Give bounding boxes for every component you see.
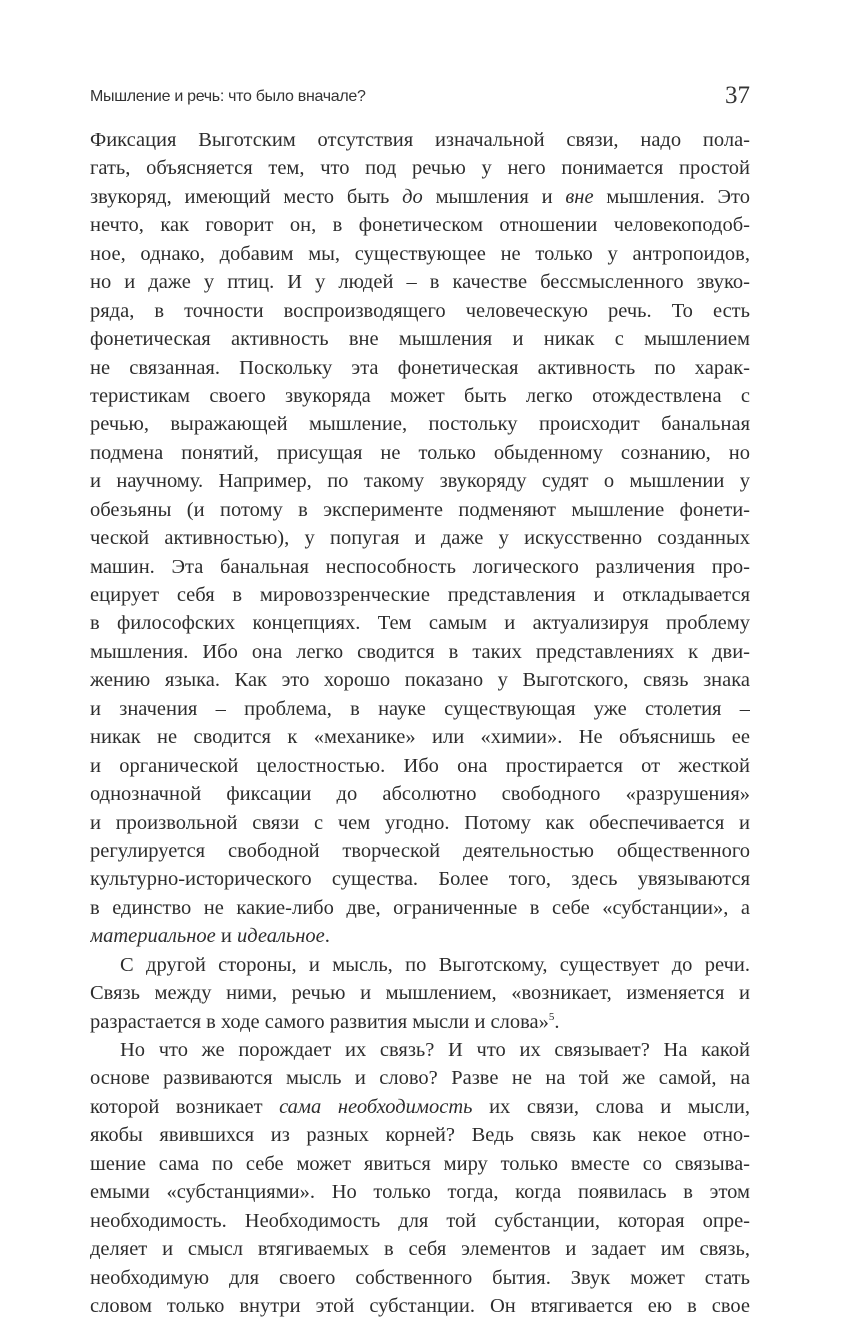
text-segment: необходимую для своего собственного бытия. Звук может стать <box>90 1266 750 1289</box>
text-segment: . <box>324 925 330 948</box>
text-line <box>90 723 750 751</box>
italic-text: материальное <box>90 925 216 948</box>
text-segment: в единство не какие-либо две, ограниченные в себе «субстанции», а <box>90 896 750 919</box>
text-segment: якобы явившихся из разных корней? Ведь связь как некое отно- <box>90 1124 750 1147</box>
text-segment: однозначной фиксации до абсолютно свободного «разрушения» <box>90 783 750 806</box>
text-line <box>90 325 750 353</box>
text-segment: необходимость. Необходимость для той субстанции, которая опре- <box>90 1209 750 1232</box>
text-line <box>90 240 750 268</box>
text-line <box>90 211 750 239</box>
text-segment: . <box>554 1010 560 1033</box>
text-line <box>90 1093 750 1121</box>
text-line <box>90 1178 750 1206</box>
text-line <box>90 1207 750 1235</box>
text-line <box>90 638 750 666</box>
text-segment: основе развиваются мысль и слово? Разве не на той же самой, на <box>90 1067 750 1090</box>
text-segment: и органической целостностью. Ибо она простирается от жесткой <box>90 754 750 777</box>
text-segment: мышления и <box>422 185 566 208</box>
text-segment: машин. Эта банальная неспособность логического различения про- <box>90 555 750 578</box>
text-line <box>90 183 750 211</box>
text-line <box>90 496 750 524</box>
text-line <box>90 553 750 581</box>
text-segment: жению языка. Как это хорошо показано у Выготского, связь знака <box>90 669 750 692</box>
text-segment: разрастается в ходе самого развития мысли и слова» <box>90 1010 549 1033</box>
text-segment: мышления. Ибо она легко сводится в таких представлениях к дви- <box>90 640 750 663</box>
text-segment: емыми «субстанциями». Но только тогда, когда появилась в этом <box>90 1181 750 1204</box>
text-segment: гать, объясняется тем, что под речью у него понимается простой <box>90 157 750 180</box>
text-segment: звукоряд, имеющий место быть <box>90 185 403 208</box>
text-line <box>90 1292 750 1320</box>
text-segment: обезьяны (и потому в эксперименте подменяют мышление фонети- <box>90 498 750 521</box>
text-segment: мышления. Это <box>593 185 750 208</box>
text-line <box>90 524 750 552</box>
text-line <box>90 581 750 609</box>
text-segment: теристикам своего звукоряда может быть легко отождествлена с <box>90 384 750 407</box>
running-header <box>90 82 750 110</box>
text-segment: но и даже у птиц. И у людей – в качестве бессмысленного звуко- <box>90 271 750 294</box>
text-segment: Но что же порождает их связь? И что их связывает? На какой <box>120 1039 750 1061</box>
text-segment: деляет и смысл втягиваемых в себя элементов и задает им связь, <box>90 1238 750 1261</box>
text-line <box>90 666 750 694</box>
text-segment: фонетическая активность вне мышления и никак с мышлением <box>90 328 750 351</box>
body-text <box>90 126 750 1320</box>
text-segment: Связь между ними, речью и мышлением, «возникает, изменяется и <box>90 982 750 1005</box>
text-line <box>90 268 750 296</box>
italic-text: идеальное <box>237 925 325 948</box>
text-line <box>90 297 750 325</box>
footnote-ref: 5 <box>548 1010 555 1023</box>
text-line <box>90 382 750 410</box>
text-segment: их связи, слова и мысли, <box>472 1095 750 1118</box>
text-segment: и научному. Например, по такому звукоряду судят о мышлении у <box>90 470 750 493</box>
text-line <box>90 1235 750 1263</box>
text-line <box>90 780 750 808</box>
text-line <box>90 865 750 893</box>
text-line <box>90 126 750 154</box>
text-line <box>90 695 750 723</box>
text-line <box>90 979 750 1007</box>
page-number: 37 <box>725 82 750 109</box>
text-segment: речью, выражающей мышление, постольку происходит банальная <box>90 413 750 436</box>
text-line <box>90 1150 750 1178</box>
text-segment: шение сама по себе может явиться миру только вместе со связыва- <box>90 1152 750 1175</box>
italic-text: вне <box>565 185 594 208</box>
text-line <box>90 154 750 182</box>
text-line <box>90 1064 750 1092</box>
text-segment: и произвольной связи с чем угодно. Потому как обеспечивается и <box>90 811 750 834</box>
text-segment: словом только внутри этой субстанции. Он втягивается ею в свое <box>90 1294 750 1317</box>
text-line <box>90 354 750 382</box>
text-segment: ное, однако, добавим мы, существующее не только у антропоидов, <box>90 242 750 265</box>
text-segment: регулируется свободной творческой деятельностью общественного <box>90 839 750 862</box>
text-line <box>90 894 750 922</box>
text-line <box>90 467 750 495</box>
text-segment: и значения – проблема, в науке существующая уже столетия – <box>90 697 750 720</box>
text-segment: подмена понятий, присущая не только обыденному сознанию, но <box>90 441 750 464</box>
text-line <box>90 1264 750 1292</box>
text-segment: не связанная. Поскольку эта фонетическая активность по харак- <box>90 356 750 379</box>
text-segment: ческой активностью), у попугая и даже у искусственно созданных <box>90 527 750 550</box>
text-line <box>90 609 750 637</box>
text-line <box>90 922 750 950</box>
text-line <box>90 439 750 467</box>
text-segment: культурно-исторического существа. Более того, здесь увязываются <box>90 868 750 891</box>
text-segment: нечто, как говорит он, в фонетическом отношении человекоподоб- <box>90 214 750 237</box>
text-segment: Фиксация Выготским отсутствия изначальной связи, надо пола- <box>90 129 750 151</box>
text-line <box>90 809 750 837</box>
italic-text: сама необходимость <box>279 1095 473 1118</box>
italic-text: до <box>402 185 423 208</box>
text-segment: С другой стороны, и мысль, по Выготскому, существует до речи. <box>120 953 750 976</box>
text-segment: которой возникает <box>90 1095 280 1118</box>
text-segment: в философских концепциях. Тем самым и актуализируя проблему <box>90 612 750 635</box>
running-title: Мышление и речь: что было вначале? <box>90 88 366 105</box>
text-segment: никак не сводится к «механике» или «химии». Не объяснишь ее <box>90 726 750 749</box>
text-line <box>90 1121 750 1149</box>
text-line <box>90 410 750 438</box>
text-segment: ряда, в точности воспроизводящего человеческую речь. То есть <box>90 299 750 322</box>
text-line <box>90 1008 750 1036</box>
text-line <box>90 951 750 979</box>
text-line <box>90 752 750 780</box>
text-segment: и <box>215 925 238 948</box>
text-line <box>90 837 750 865</box>
text-line <box>90 1036 750 1064</box>
text-segment: ецирует себя в мировоззренческие представления и откладывается <box>90 584 750 606</box>
